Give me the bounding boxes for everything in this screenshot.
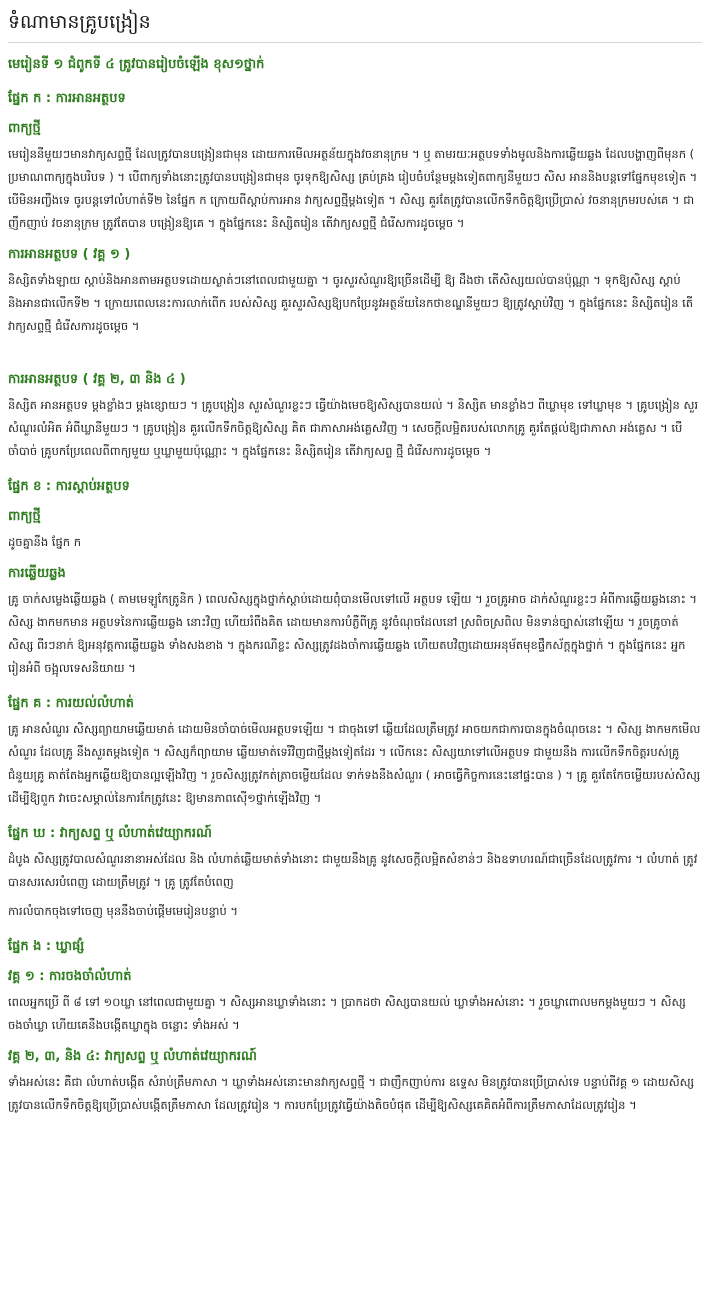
section-heading: ផ្នែក ក : ការអានអត្ថបទ [8, 91, 126, 106]
page-title: ទំណាមានគ្រូបង្រៀន [8, 8, 702, 43]
section-heading: ផ្នែក ខ : ការស្តាប់អត្ថបទ [8, 479, 130, 494]
section-part-b [8, 477, 702, 680]
lesson-title: មេរៀនទី ១ ជំពូកទី ៤ ត្រូវបានរៀបចំឡើង ខុស១ថ្នាក់ [8, 57, 265, 72]
subheading: ការឆ្លើយឆ្លង [8, 566, 66, 581]
paragraph: ទាំងអស់នេះ គឺជា លំហាត់បង្កើត សំរាប់ត្រឹមភាសា ។ ឃ្លាទាំងអស់នោះមានវាក្យសព្ទថ្មី ។ ជាញឹកញាប់ការ ឧទ្ទេស មិនត្រូវបានប្រើប្រាស់ទេ បន្ទាប់ពីវគ្គ ១ ដោយសិស្សត្រូវបានលើកទឹកចិត្តឱ្យប្រើប្រាស់បង្កើតត្រឹមភាសា ដែលត្រូវរៀន ។ ការបកប្រែត្រូវធ្វើយ៉ាងតិចបំផុត ដើម្បីឱ្យសិស្សគេគិតអំពីការត្រឹមភាសាដែលត្រូវរៀន ។ [8, 1075, 695, 1112]
section-heading: ផ្នែក ឃ : វាក្យសព្ទ ឬ លំហាត់វេយ្យាករណ៍ [8, 826, 212, 841]
paragraph: និស្សិតទាំងឡាយ ស្តាប់និងអានតាមអត្ថបទដោយស្ងាត់ៗនៅពេលជាមួយគ្នា ។ ចូរសួរសំណួរឱ្យច្រើនដើម្បី ឱ្យ ដឹងថា តើសិស្សយល់បានប៉ុណ្ណា ។ ទុកឱ្យសិស្ស ស្តាប់និងអានជាលើកទី២ ។ ក្រោយពេលនេះការលាក់ពើក របស់សិស្ស គួរសួរសិស្សឱ្យបកប្រែនូវអត្ថន័យនៃកថាខណ្ឌនីមួយៗ ឱ្យត្រូវស្តាប់វិញ ។ ក្នុងផ្នែកនេះ និស្សិតរៀន តើវាក្យសព្ទថ្មី ជំរើសការដូចម្តេច ។ [8, 273, 694, 333]
subheading: វគ្គ ២, ៣, និង ៤: វាក្យសព្ទ ឬ លំហាត់វេយ្យាករណ៍ [8, 1049, 257, 1064]
paragraph: និស្សិត អានអត្ថបទ ម្តងខ្លាំងៗ ម្តងខ្សោយៗ ។ គ្រូបង្រៀន សួរសំណួរខ្លះៗ ធ្វើយ៉ាងមេចឱ្យសិស្សបានយល់ ។ និស្សិត មានខ្លាំងៗ ពីឃ្លាមុខ ទៅឃ្លាមុខ ។ គ្រូបង្រៀន សួរសំណួរលំអិត អំពីឃ្លានីមួយៗ ។ គ្រូបង្រៀន គួរលើកទឹកចិត្តឱ្យសិស្ស គិត ជាភាសាអង់គ្លេសវិញ ។ សេចក្តីលម្អិតរបស់លោកគ្រូ គួរតែផ្តល់ឱ្យជាភាសា អង់គ្លេស ។ បើចាំបាច់ គ្រូបកប្រែពេលពីពាក្យមួយ ឬឃ្លាមួយប៉ុណ្ណោះ ។ ក្នុងផ្នែកនេះ និស្សិតរៀន តើវាក្យសព្ទ ថ្មី ជំរើសការដូចម្តេច ។ [8, 398, 699, 458]
subheading: វគ្គ ១ : ការចងចាំលំហាត់ [8, 969, 132, 984]
paragraph: ពេលអ្នកប្រើ ពី ៨ ទៅ ១០ឃ្លា នៅពេលជាមួយគ្នា ។ សិស្សអានឃ្លាទាំងនោះ ។ ប្រាកដថា សិស្សបានយល់ ឃ្លាទាំងអស់នោះ ។ រួចឃ្លាពោលមកម្តងមួយៗ ។ សិស្សចងចាំឃ្លា ហើយគេនឹងបង្កើតឃ្លាក្នុង ចន្លោះ ទាំងអស់ ។ [8, 995, 686, 1032]
section-part-c [8, 694, 702, 810]
paragraph: ដូចគ្នានឹង ផ្នែក ក [8, 535, 82, 549]
subheading: ពាក្យថ្មី [8, 121, 41, 136]
paragraph: ដំបូង សិស្សត្រូវបាលសំណួរនានាអស់ដែល និង លំហាត់ឆ្លើយមាត់ទាំងនោះ ជាមួយនឹងគ្រូ នូវសេចក្តីលម្អិតសំខាន់ៗ និងឧទាហរណ៍ជាច្រើនដែលត្រូវការ ។ លំហាត់ ត្រូវបានសរសេរបំពេញ ដោយត្រឹមត្រូវ ។ គ្រូ ត្រូវតែបំពេញ [8, 852, 698, 889]
section-heading: ផ្នែក ង : ឃ្លាផ្សំ [8, 939, 85, 954]
section-heading: ផ្នែក គ : ការយល់លំហាត់ [8, 696, 135, 711]
section-part-e [8, 937, 702, 1117]
paragraph: ការលំបាកចុងទៅចេញ មុននឹងចាប់ផ្តើមមេរៀនបន្ទាប់ ។ [8, 904, 239, 918]
section-part-a [8, 89, 702, 338]
subheading: ការអានអត្ថបទ ( វគ្គ ១ ) [8, 247, 131, 262]
subheading: ការអានអត្ថបទ ( វគ្គ ២, ៣ និង ៤ ) [8, 372, 186, 387]
section-reading-2-4 [8, 370, 702, 463]
section-part-d [8, 824, 702, 923]
paragraph: គ្រូ ចាក់សម្លេងឆ្លើយឆ្លង ( តាមមេឡូកែត្រូនិក ) ពេលសិស្សក្នុងថ្នាក់ស្តាប់ដោយពុំបានមើលទៅលើ អត្ថបទ ឡើយ ។ រួចគ្រូអាច ដាក់សំណួរខ្លះៗ អំពីការឆ្លើយឆ្លងនោះ ។ សិស្ស ងាកមកមាន អត្ថបទនៃការឆ្លើយឆ្លង នោះវិញ ហើយរំពឹងគិត ដោយមានការបំភ្លឺពីគ្រូ នូវចំណុចដែលនៅ ស្រពិចស្រពិល មិនទាន់ច្បាស់នៅឡើយ ។ រួចគ្រូចាត់សិស្ស ពីរៗនាក់ ឱ្យអនុវត្តការឆ្លើយឆ្លង ទាំងសងខាង ។ ក្នុងករណីខ្លះ សិស្សត្រូវដងចាំការឆ្លើយឆ្លង ហើយតបវិញដោយអនុម័តមុខផ្ទឹកស័ក្តក្នុងថ្នាក់ ។ ក្នុងផ្នែកនេះ អ្នករៀនអំពី ចង្អុលទេសនិយាយ ។ [8, 592, 697, 675]
spacer [8, 344, 702, 360]
subheading: ពាក្យថ្មី [8, 509, 41, 524]
paragraph: គ្រូ អានសំណួរ សិស្សព្យាយាមឆ្លើយមាត់ ដោយមិនចាំបាច់មើលអត្ថបទឡើយ ។ ជាចុងទៅ ឆ្លើយដែលត្រឹមត្រូវ អាចយកជាការបានក្នុងចំណុចនេះ ។ សិស្ស ងាកមកមើលសំណួរ ដែលគ្រូ នឹងសួរតម្តងទៀត ។ សិស្សក៏ព្យាយាម ឆ្លើយមាត់ទេរីវិញជាថ្មីម្តងទៀតដែរ ។ លើកនេះ សិស្សយាទៅលើអត្ថបទ ជាមួយនឹង ការលើកទឹកចិត្តរបស់គ្រូ ជំនួយគ្រូ គាត់តែងអ្នកឆ្លើយឱ្យបានល្អឡើងវិញ ។ រួចសិស្សត្រូវកត់ត្រាចម្លើយដែល ទាក់ទងនឹងសំណួរ ( អាចធ្វើកិច្ចការនេះនៅផ្ទះបាន ) ។ គ្រូ គួរតែកែចម្លើយរបស់សិស្ស ដើម្បីឱ្យពួក វាចេះសម្គាល់នៃការកែត្រូវនេះ ឱ្យមានភាពស៊ើ១ថ្នាក់ឡើងវិញ ។ [8, 722, 701, 805]
paragraph: មេរៀននីមួយៗមានវាក្យសព្ទថ្មី ដែលត្រូវបានបង្រៀនជាមុន ដោយការមើលអត្ថន័យក្នុងវចនានុក្រម ។ ឬ តាមរយៈអត្ថបទទាំងមូលនិងការឆ្លើយឆ្លង ដែលបង្ហាញពីមុនក ( ប្រមាណពាក្យក្នុងបរិបទ ) ។ បើពាក្យទាំងនោះត្រូវបានបង្រៀនជាមុន ចូរទុកឱ្យសិស្ស គ្រប់គ្រង រៀបចំបន្ថែមម្តងទៀតពាក្យនីមួយៗ សិស អាននិងបន្តទៅផ្នែកមុខទៀត ។ បើមិនអញ្ចឹងទេ ចូរបន្តទៅលំហាត់ទី២ នៃផ្នែក ក ក្រោយពីស្តាប់ការអាន វាក្យសព្ទថ្មីម្តងទៀត ។ សិស្ស គួរតែត្រូវបានលើកទឹកចិត្តឱ្យប្រើប្រាស់ វចនានុក្រមរបស់គេ ។ ជាញឹកញាប់ វចនានុក្រម ត្រូវតែបាន បង្រៀនឱ្យគេ ។ ក្នុងផ្នែកនេះ និស្សិតរៀន តើវាក្យសព្ទថ្មី ជំរើសការដូចម្តេច ។ [8, 147, 698, 230]
